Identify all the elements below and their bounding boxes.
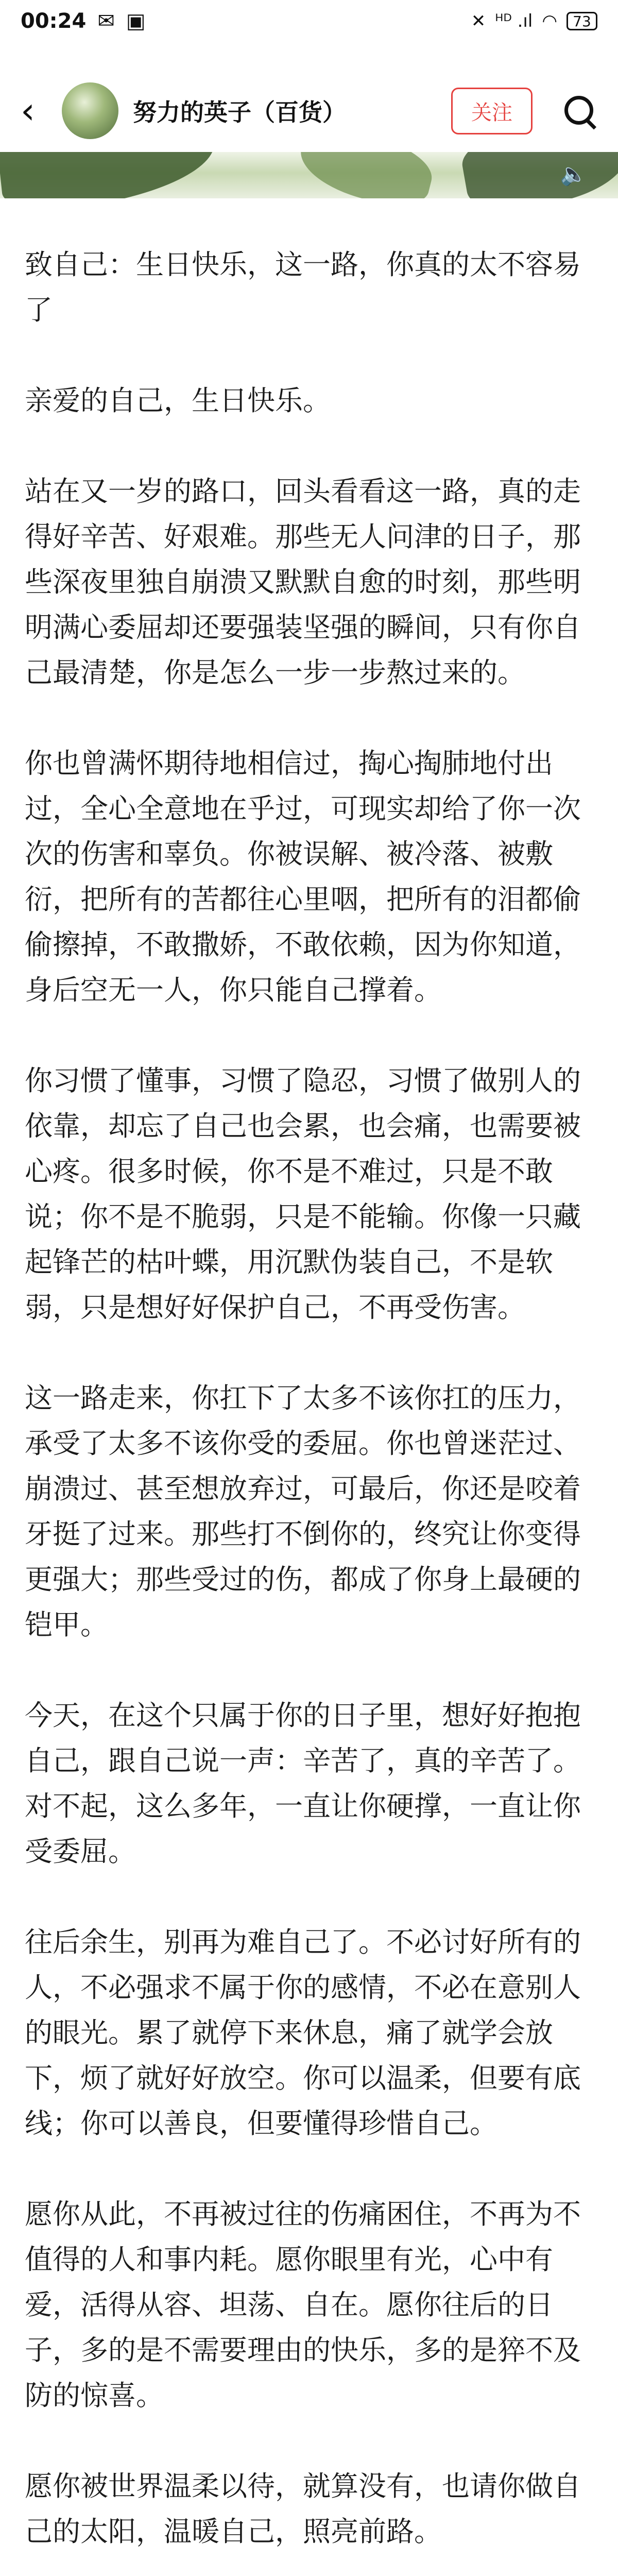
notification-icon: ✉	[97, 9, 115, 33]
back-arrow-icon[interactable]: ‹	[21, 90, 35, 132]
paragraph: 你也曾满怀期待地相信过，掏心掏肺地付出过，全心全意地在乎过，可现实却给了你一次次的伤害和辜负。你被误解、被冷落、被敷衍，把所有的苦都往心里咽，把所有的泪都偷偷擦掉，不敢撒娇，不敢依赖，因为你知道，身后空无一人，你只能自己撑着。	[25, 747, 581, 1006]
signal-text: ᴴᴰ .ıl	[495, 11, 533, 31]
paragraph: 愿你被世界温柔以待，就算没有，也请你做自己的太阳，温暖自己，照亮前路。	[25, 2470, 581, 2548]
battery-icon	[566, 12, 597, 30]
author-avatar[interactable]	[62, 82, 118, 139]
article-title: 致自己：生日快乐，这一路，你真的太不容易了	[25, 248, 581, 326]
paragraph: 这一路走来，你扛下了太多不该你扛的压力，承受了太多不该你受的委屈。你也曾迷茫过、崩溃过、甚至想放弃过，可最后，你还是咬着牙挺了过来。那些打不倒你的，终究让你变得更强大；那些受过的伤，都成了你身上最硬的铠甲。	[25, 1382, 581, 1641]
paragraph: 你习惯了懂事，习惯了隐忍，习惯了做别人的依靠，却忘了自己也会累，也会痛，也需要被心疼。很多时候，你不是不难过，只是不敢说；你不是不脆弱，只是不能输。你像一只藏起锋芒的枯叶蝶，用沉默伪装自己，不是软弱，只是想好好保护自己，不再受伤害。	[25, 1064, 581, 1324]
app-notification-icon: ▣	[126, 9, 146, 33]
mute-icon: ✕	[471, 11, 486, 31]
paragraph: 往后余生，别再为难自己了。不必讨好所有的人，不必强求不属于你的感情，不必在意别人的眼光。累了就停下来休息，痛了就学会放下，烦了就好好放空。你可以温柔，但要有底线；你可以善良，但要懂得珍惜自己。	[25, 1926, 581, 2140]
paragraph: 今天，在这个只属于你的日子里，想好好抱抱自己，跟自己说一声：辛苦了，真的辛苦了。对不起，这么多年，一直让你硬撑，一直让你受委屈。	[25, 1699, 581, 1868]
paragraph: 亲爱的自己，生日快乐。	[25, 384, 331, 417]
follow-button[interactable]: 关注	[451, 88, 533, 134]
paragraph: 愿你从此，不再被过往的伤痛困住，不再为不值得的人和事内耗。愿你眼里有光，心中有爱，活得从容、坦荡、自在。愿你往后的日子，多的是不需要理由的快乐，多的是猝不及防的惊喜。	[25, 2198, 581, 2412]
article-body	[25, 242, 593, 2576]
status-bar	[0, 0, 618, 42]
search-icon[interactable]	[561, 93, 597, 129]
battery-level: 73	[573, 12, 591, 30]
cover-image	[0, 152, 618, 198]
status-time: 00:24	[21, 9, 87, 33]
sound-icon[interactable]: 🔈	[560, 161, 587, 187]
article-header	[0, 77, 618, 144]
wifi-icon: ◠	[542, 11, 557, 31]
author-name[interactable]: 努力的英子（百货）	[133, 98, 346, 126]
paragraph: 站在又一岁的路口，回头看看这一路，真的走得好辛苦、好艰难。那些无人问津的日子，那些深夜里独自崩溃又默默自愈的时刻，那些明明满心委屈却还要强装坚强的瞬间，只有你自己最清楚，你是怎么一步一步熬过来的。	[25, 475, 581, 689]
